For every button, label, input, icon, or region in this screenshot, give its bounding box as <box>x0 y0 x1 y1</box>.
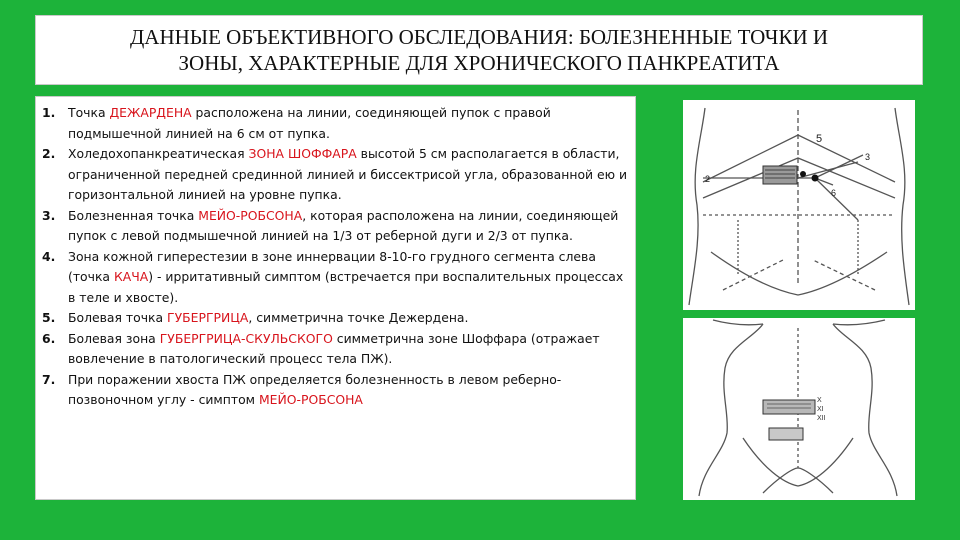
front-label-6: 6 <box>831 188 837 198</box>
front-label-2: 2 <box>705 174 711 184</box>
page-title-line-1: ДАННЫЕ ОБЪЕКТИВНОГО ОБСЛЕДОВАНИЯ: БОЛЕЗНЕННЫЕ ТОЧКИ И <box>129 25 829 49</box>
front-label-3: 3 <box>865 152 871 162</box>
list-item-number: 5. <box>42 310 56 325</box>
back-drawing <box>683 318 915 500</box>
back-figure <box>683 318 915 500</box>
findings-list <box>42 103 629 411</box>
list-item-text: , которая расположена на линии, соединяющей пупок с левой подмышечной линией на 1/3 от реберной дуги и 2/3 от пупка. <box>68 207 619 243</box>
list-item-highlight: КАЧА <box>113 269 149 284</box>
page-title-line-2: ЗОНЫ, ХАРАКТЕРНЫЕ ДЛЯ ХРОНИЧЕСКОГО ПАНКРЕАТИТА <box>178 51 780 75</box>
list-item-text: ) - ирритативный симптом (встречается при воспалительных процессах в теле и хвосте). <box>68 269 624 305</box>
list-item-text: , симметрична точке Дежердена. <box>248 310 469 325</box>
list-item-number: 1. <box>42 105 56 120</box>
abdomen-front-figure <box>683 100 915 310</box>
list-item-text: Болезненная точка <box>68 207 199 223</box>
vertebra-label-x: X <box>817 397 822 404</box>
page-title <box>130 24 828 76</box>
list-item-number: 7. <box>42 371 56 387</box>
list-item-text: симметрична зоне Шоффара (отражает вовлечение в патологический процесс тела ПЖ). <box>68 330 600 366</box>
list-item-highlight: ГУБЕРГРИЦА-СКУЛЬСКОГО <box>159 330 333 346</box>
list-item-text: Холедохопанкреатическая <box>68 146 249 161</box>
vertebra-label-xii: XII <box>817 415 826 422</box>
list-item-text: Точка <box>68 105 110 120</box>
list-item <box>42 247 629 309</box>
vertebra-label-xi: XI <box>817 406 824 413</box>
list-item-text: Болевая точка <box>68 310 168 325</box>
list-item <box>42 206 629 247</box>
list-item <box>42 370 629 411</box>
desjardins-point <box>800 171 806 177</box>
list-item <box>42 329 629 370</box>
list-item-highlight: ЗОНА ШОФФАРА <box>248 146 357 161</box>
list-item <box>42 144 629 206</box>
list-item-text: Зона кожной гиперестезии в зоне иннервации 8-10-го грудного сегмента слева (точка <box>68 248 596 284</box>
list-item-text: Болевая зона <box>68 330 160 346</box>
lower-back-zone-shading <box>769 428 803 440</box>
umbilicus-point <box>812 175 819 182</box>
list-item-number: 4. <box>42 248 56 264</box>
list-item-highlight: ДЕЖАРДЕНА <box>109 105 192 120</box>
title-banner <box>35 15 923 85</box>
guberg-skulsky-zone-shading <box>763 400 815 414</box>
list-item-highlight: МЕЙО-РОБСОНА <box>198 207 303 223</box>
list-item-highlight: ГУБЕРГРИЦА <box>167 310 249 325</box>
list-item-highlight: МЕЙО-РОБСОНА <box>258 392 363 407</box>
list-item-text: При поражении хвоста ПЖ определяется болезненность в левом реберно-позвоночном углу - симптом <box>68 371 562 407</box>
list-item-text: расположена на линии, соединяющей пупок с правой подмышечной линией на 6 см от пупка. <box>68 105 551 141</box>
list-item <box>42 308 629 329</box>
list-item <box>42 103 629 144</box>
abdomen-front-drawing <box>683 100 915 310</box>
list-item-number: 2. <box>42 146 56 161</box>
list-item-number: 3. <box>42 207 56 223</box>
shoffar-zone-shading <box>763 166 797 184</box>
list-item-text: высотой 5 см располагается в области, ограниченной передней срединной линией и биссектрисой угла, образованной ею и горизонтальной линией на уровне пупка. <box>68 146 628 202</box>
findings-list-panel <box>35 96 636 500</box>
front-label-5: 5 <box>816 133 823 145</box>
list-item-number: 6. <box>42 330 56 346</box>
